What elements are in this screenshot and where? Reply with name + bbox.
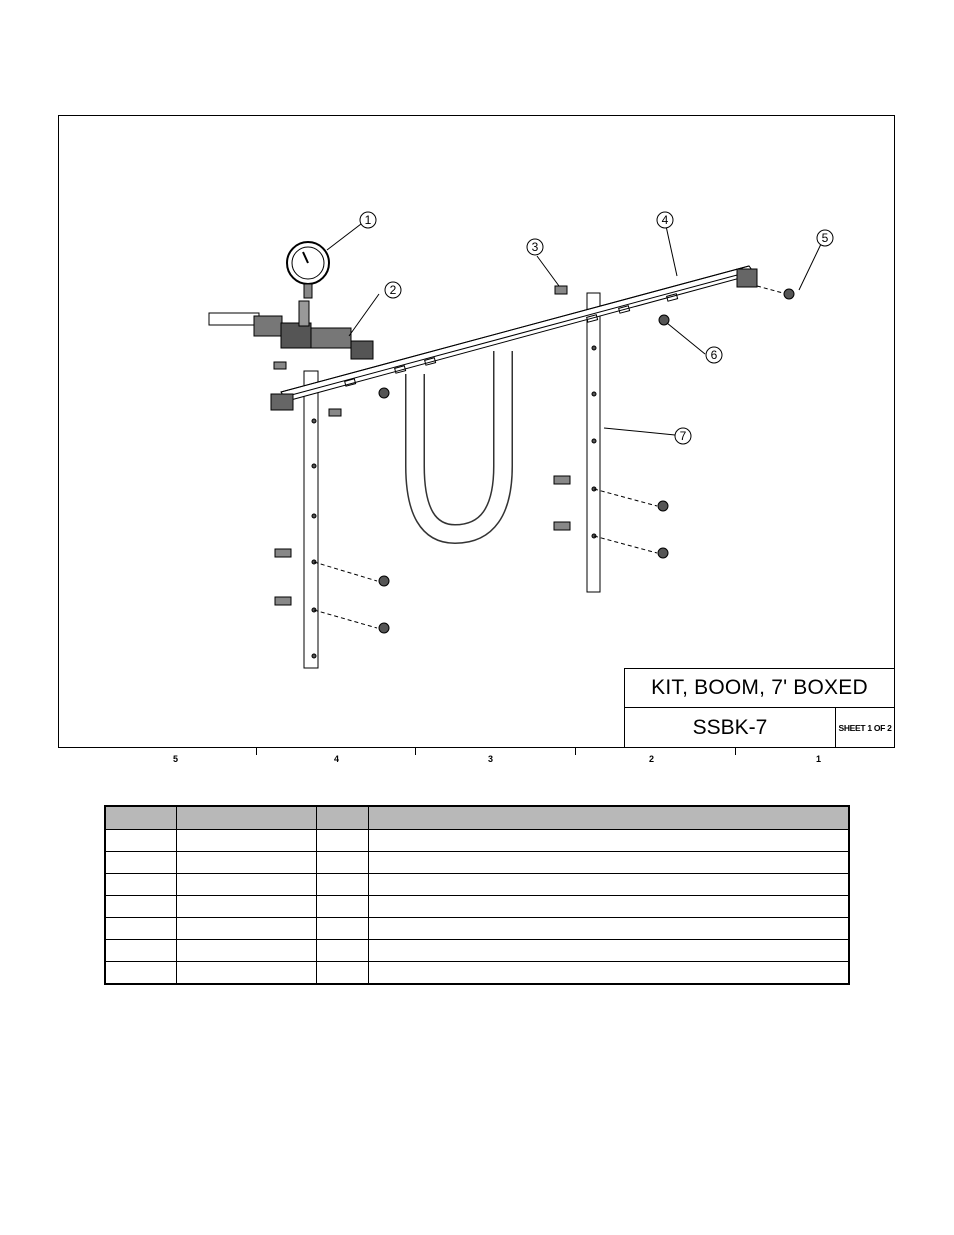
table-cell: [105, 896, 177, 918]
table-cell: [105, 874, 177, 896]
svg-text:2: 2: [389, 283, 397, 297]
table-cell: [105, 940, 177, 962]
zone-tick: [575, 748, 576, 755]
table-cell: [369, 962, 850, 985]
table-row: [105, 830, 849, 852]
left-bracket: [304, 371, 318, 668]
zone-label: 4: [334, 754, 340, 764]
table-cell: [105, 830, 177, 852]
title-block: [624, 668, 895, 748]
bom-header-cell: [105, 806, 177, 830]
zone-label: 2: [649, 754, 655, 764]
table-row: [105, 874, 849, 896]
u-hose: [415, 351, 503, 534]
table-row: [105, 896, 849, 918]
drawing-sheet: [58, 115, 895, 748]
inlet-valve-assembly: [209, 301, 373, 359]
boom-tube: [281, 266, 755, 401]
balloon-4: [657, 212, 673, 228]
table-cell: [317, 830, 369, 852]
table-row: [105, 918, 849, 940]
table-row: [105, 962, 849, 985]
svg-text:6: 6: [710, 348, 718, 362]
table-cell: [177, 830, 317, 852]
balloon-2: [385, 282, 401, 298]
table-cell: [369, 874, 850, 896]
table-cell: [177, 896, 317, 918]
balloon-6: [706, 347, 722, 363]
zone-label: 5: [173, 754, 179, 764]
balloon-7: [675, 428, 691, 444]
right-bracket: [587, 293, 600, 592]
table-cell: [317, 852, 369, 874]
table-cell: [177, 962, 317, 985]
zone-tick: [415, 748, 416, 755]
svg-text:4: 4: [661, 213, 669, 227]
table-cell: [105, 962, 177, 985]
svg-text:5: 5: [821, 231, 829, 245]
table-cell: [177, 918, 317, 940]
table-cell: [369, 896, 850, 918]
zone-tick: [735, 748, 736, 755]
part-number: SSBK-7: [625, 708, 836, 747]
table-cell: [369, 830, 850, 852]
balloon-5: [817, 230, 833, 246]
table-cell: [317, 962, 369, 985]
exploded-assembly-drawing: [59, 116, 896, 749]
balloon-1: [360, 212, 376, 228]
pressure-gauge: [287, 242, 329, 298]
table-cell: [317, 874, 369, 896]
zone-ruler: [58, 748, 895, 770]
bom-header-cell: [369, 806, 850, 830]
balloon-3: [527, 239, 543, 255]
table-row: [105, 940, 849, 962]
zone-label: 1: [816, 754, 822, 764]
zone-tick: [256, 748, 257, 755]
bom-header-cell: [177, 806, 317, 830]
sheet-number: SHEET 1 OF 2: [838, 722, 892, 733]
table-cell: [105, 918, 177, 940]
bom-header-row: [105, 806, 849, 830]
table-cell: [369, 918, 850, 940]
table-cell: [369, 940, 850, 962]
leader-lines: [327, 224, 821, 435]
svg-text:3: 3: [531, 240, 539, 254]
bom-header-cell: [317, 806, 369, 830]
svg-text:7: 7: [679, 429, 687, 443]
table-cell: [177, 940, 317, 962]
zone-label: 3: [488, 754, 494, 764]
table-cell: [105, 852, 177, 874]
table-cell: [369, 852, 850, 874]
bill-of-materials-table: [104, 805, 850, 985]
table-cell: [177, 852, 317, 874]
table-cell: [177, 874, 317, 896]
table-cell: [317, 896, 369, 918]
drawing-title: KIT, BOOM, 7' BOXED: [625, 669, 894, 708]
table-row: [105, 852, 849, 874]
table-cell: [317, 918, 369, 940]
table-cell: [317, 940, 369, 962]
svg-text:1: 1: [364, 213, 372, 227]
